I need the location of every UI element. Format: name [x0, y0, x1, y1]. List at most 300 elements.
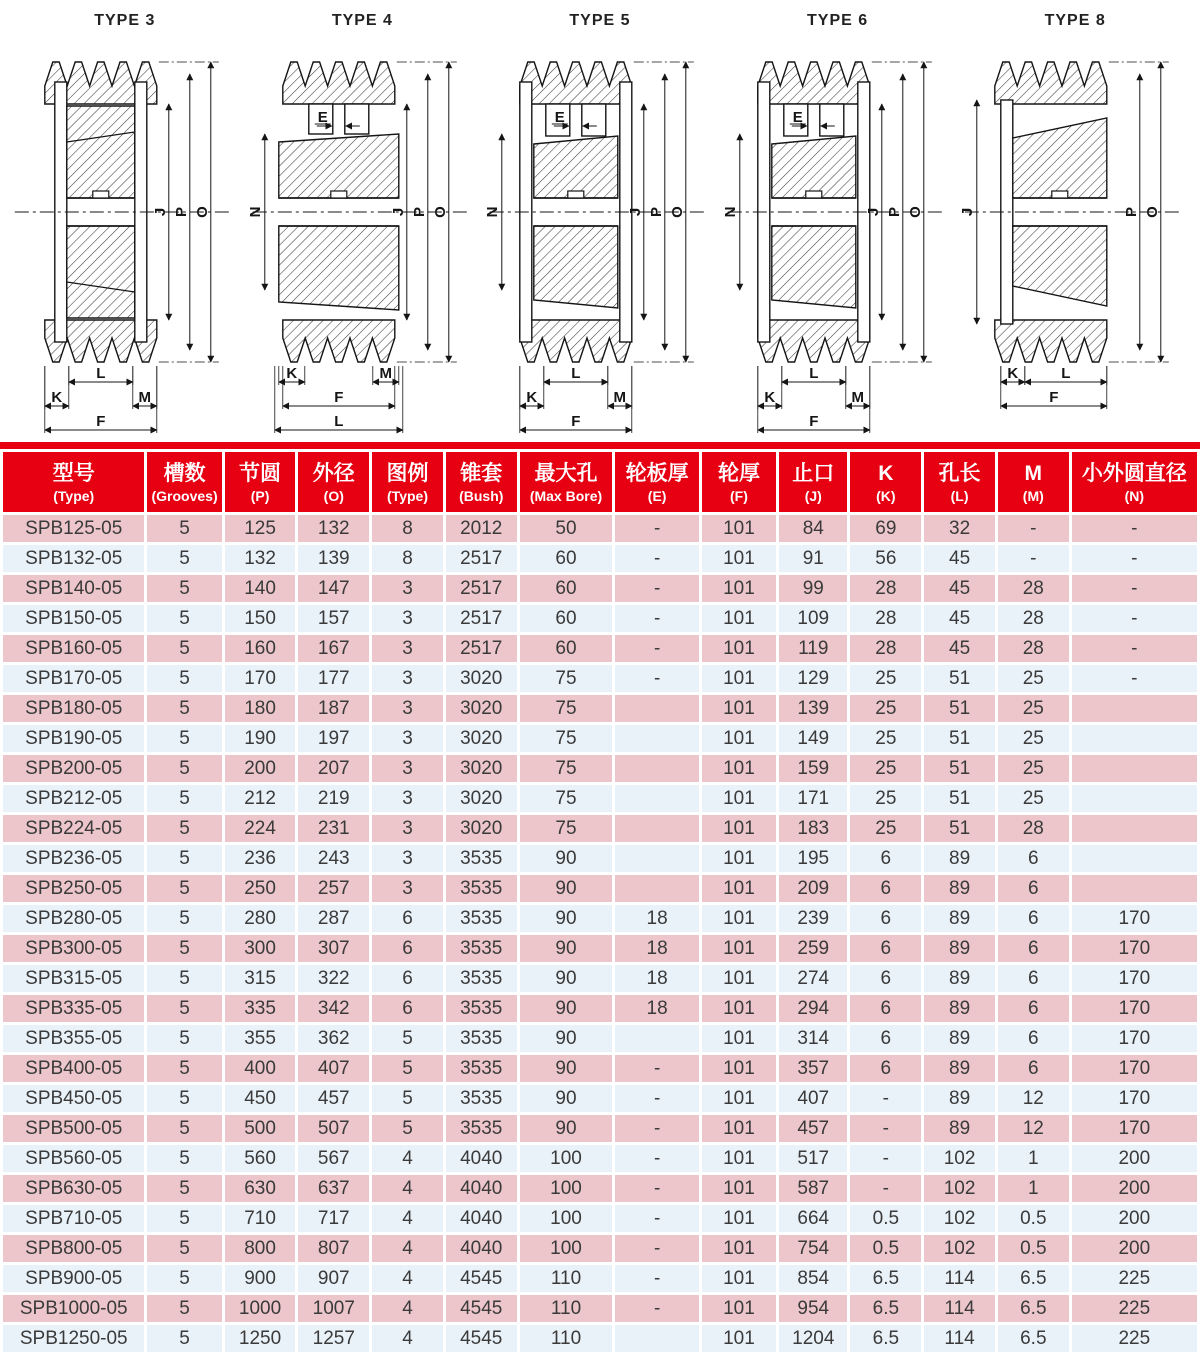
- table-row: [3, 635, 1197, 662]
- table-cell: 177: [298, 665, 369, 692]
- table-cell: 75: [520, 815, 613, 842]
- table-cell: [1072, 815, 1197, 842]
- table-cell: 3535: [446, 1115, 517, 1142]
- table-cell: -: [1072, 665, 1197, 692]
- table-cell: 6: [998, 995, 1069, 1022]
- table-cell: 500: [225, 1115, 296, 1142]
- svg-text:F: F: [96, 413, 106, 430]
- table-cell: 1007: [298, 1295, 369, 1322]
- table-cell: 159: [779, 755, 847, 782]
- table-cell: 119: [779, 635, 847, 662]
- table-cell: 5: [147, 1145, 221, 1172]
- diagram-title: TYPE 5: [569, 12, 631, 29]
- table-cell: SPB280-05: [3, 905, 144, 932]
- svg-text:J: J: [626, 207, 644, 217]
- column-header-cn: 型号: [52, 462, 95, 485]
- column-header-cn: 止口: [792, 462, 835, 485]
- table-cell: 90: [520, 1055, 613, 1082]
- table-cell: 5: [147, 815, 221, 842]
- table-row: [3, 545, 1197, 572]
- table-cell: 342: [298, 995, 369, 1022]
- table-cell: 5: [147, 995, 221, 1022]
- table-cell: 101: [702, 815, 776, 842]
- table-cell: 0.5: [998, 1205, 1069, 1232]
- table-cell: 243: [298, 845, 369, 872]
- table-cell: 3: [372, 665, 443, 692]
- column-header-en: (N): [1124, 488, 1145, 504]
- table-cell: SPB140-05: [3, 575, 144, 602]
- table-cell: 6: [998, 1055, 1069, 1082]
- svg-text:P: P: [647, 206, 665, 218]
- column-header-en: (F): [730, 488, 748, 504]
- table-cell: 5: [147, 725, 221, 752]
- table-cell: 5: [147, 1025, 221, 1052]
- table-row: [3, 1115, 1197, 1142]
- column-header-en: (P): [250, 488, 270, 504]
- table-cell: 3: [372, 845, 443, 872]
- column-header: [446, 452, 517, 512]
- table-cell: 4: [372, 1205, 443, 1232]
- column-header-en: (Type): [53, 488, 95, 504]
- table-row: [3, 935, 1197, 962]
- table-cell: 51: [924, 755, 995, 782]
- table-cell: 101: [702, 605, 776, 632]
- table-cell: 89: [924, 995, 995, 1022]
- table-cell: 84: [779, 515, 847, 542]
- table-cell: 89: [924, 1055, 995, 1082]
- column-header-cn: 图例: [386, 462, 429, 485]
- table-cell: -: [615, 1265, 698, 1292]
- table-cell: -: [1072, 635, 1197, 662]
- svg-text:L: L: [96, 365, 106, 382]
- table-row: [3, 1145, 1197, 1172]
- table-cell: 335: [225, 995, 296, 1022]
- table-cell: 75: [520, 755, 613, 782]
- column-header-en: (Type): [387, 488, 428, 504]
- svg-text:N: N: [246, 206, 264, 218]
- table-cell: 3: [372, 635, 443, 662]
- table-cell: 259: [779, 935, 847, 962]
- table-cell: 5: [147, 905, 221, 932]
- pulley-drawing: [244, 30, 482, 442]
- table-cell: 51: [924, 815, 995, 842]
- table-cell: 2517: [446, 605, 517, 632]
- table-cell: 5: [147, 695, 221, 722]
- table-cell: -: [850, 1115, 921, 1142]
- svg-text:K: K: [764, 389, 775, 406]
- table-cell: 60: [520, 635, 613, 662]
- table-cell: 101: [702, 785, 776, 812]
- table-cell: SPB224-05: [3, 815, 144, 842]
- table-cell: 18: [615, 995, 698, 1022]
- table-cell: 6: [372, 995, 443, 1022]
- column-header: [998, 452, 1069, 512]
- table-cell: 6.5: [850, 1295, 921, 1322]
- table-cell: 1000: [225, 1295, 296, 1322]
- table-cell: 101: [702, 845, 776, 872]
- table-row: [3, 755, 1197, 782]
- table-row: [3, 515, 1197, 542]
- table-cell: -: [850, 1145, 921, 1172]
- table-cell: 5: [372, 1115, 443, 1142]
- table-cell: 75: [520, 695, 613, 722]
- table-cell: 101: [702, 1205, 776, 1232]
- table-cell: SPB190-05: [3, 725, 144, 752]
- table-cell: 6: [850, 905, 921, 932]
- table-cell: 125: [225, 515, 296, 542]
- table-row: [3, 905, 1197, 932]
- table-cell: 90: [520, 905, 613, 932]
- column-header: [850, 452, 921, 512]
- table-cell: 4545: [446, 1265, 517, 1292]
- table-cell: 51: [924, 785, 995, 812]
- table-cell: 28: [850, 605, 921, 632]
- table-cell: 170: [1072, 1115, 1197, 1142]
- table-cell: 3020: [446, 725, 517, 752]
- diagram-title: TYPE 4: [331, 12, 393, 29]
- table-cell: 101: [702, 995, 776, 1022]
- table-cell: 170: [1072, 995, 1197, 1022]
- table-cell: -: [998, 515, 1069, 542]
- table-cell: 5: [147, 1325, 221, 1352]
- table-cell: 294: [779, 995, 847, 1022]
- table-cell: [1072, 755, 1197, 782]
- svg-text:P: P: [1123, 206, 1141, 218]
- svg-text:M: M: [613, 389, 627, 406]
- table-cell: 60: [520, 575, 613, 602]
- table-cell: 3: [372, 815, 443, 842]
- table-cell: -: [1072, 545, 1197, 572]
- table-cell: 25: [998, 755, 1069, 782]
- column-header: [924, 452, 995, 512]
- table-cell: 51: [924, 695, 995, 722]
- svg-text:F: F: [571, 413, 581, 430]
- table-cell: 109: [779, 605, 847, 632]
- table-cell: 322: [298, 965, 369, 992]
- table-cell: 102: [924, 1235, 995, 1262]
- table-row: [3, 1235, 1197, 1262]
- table-cell: 132: [298, 515, 369, 542]
- table-cell: 6: [850, 1055, 921, 1082]
- diagram-type-8: [956, 6, 1194, 442]
- table-cell: 12: [998, 1115, 1069, 1142]
- column-header: [225, 452, 296, 512]
- table-cell: 3: [372, 725, 443, 752]
- table-cell: 314: [779, 1025, 847, 1052]
- svg-text:O: O: [906, 206, 924, 218]
- column-header-en: (Grooves): [151, 488, 218, 504]
- table-cell: 6: [372, 935, 443, 962]
- table-cell: 114: [924, 1265, 995, 1292]
- table-cell: [615, 1325, 698, 1352]
- table-cell: 101: [702, 665, 776, 692]
- table-cell: 56: [850, 545, 921, 572]
- table-cell: 25: [998, 665, 1069, 692]
- table-cell: 110: [520, 1265, 613, 1292]
- table-cell: 25: [850, 755, 921, 782]
- table-cell: 5: [147, 845, 221, 872]
- table-cell: 200: [225, 755, 296, 782]
- table-cell: 28: [850, 575, 921, 602]
- table-cell: 167: [298, 635, 369, 662]
- column-header-en: (E): [647, 488, 667, 504]
- table-cell: SPB315-05: [3, 965, 144, 992]
- table-cell: 300: [225, 935, 296, 962]
- table-cell: -: [850, 1175, 921, 1202]
- table-cell: 101: [702, 1325, 776, 1352]
- table-cell: 25: [998, 695, 1069, 722]
- table-cell: 5: [147, 515, 221, 542]
- table-cell: -: [615, 665, 698, 692]
- table-cell: -: [615, 1115, 698, 1142]
- table-cell: 102: [924, 1175, 995, 1202]
- column-header: [372, 452, 443, 512]
- table-cell: 225: [1072, 1325, 1197, 1352]
- table-cell: 3: [372, 875, 443, 902]
- table-cell: 6.5: [850, 1325, 921, 1352]
- table-cell: 89: [924, 965, 995, 992]
- table-cell: 5: [147, 875, 221, 902]
- table-cell: 114: [924, 1325, 995, 1352]
- svg-text:F: F: [1049, 389, 1059, 406]
- table-cell: 6.5: [998, 1325, 1069, 1352]
- table-cell: 717: [298, 1205, 369, 1232]
- table-cell: 257: [298, 875, 369, 902]
- svg-text:N: N: [483, 206, 501, 218]
- column-header: [779, 452, 847, 512]
- table-cell: 4: [372, 1175, 443, 1202]
- table-cell: 6: [850, 845, 921, 872]
- table-cell: 4: [372, 1145, 443, 1172]
- table-row: [3, 845, 1197, 872]
- table-cell: 4040: [446, 1175, 517, 1202]
- table-cell: 170: [1072, 1085, 1197, 1112]
- table-cell: 4: [372, 1325, 443, 1352]
- table-cell: 6.5: [850, 1265, 921, 1292]
- table-cell: 170: [1072, 965, 1197, 992]
- table-cell: 5: [147, 755, 221, 782]
- svg-text:O: O: [668, 206, 686, 218]
- table-cell: 3020: [446, 815, 517, 842]
- table-cell: 250: [225, 875, 296, 902]
- table-cell: 12: [998, 1085, 1069, 1112]
- table-cell: 4: [372, 1235, 443, 1262]
- table-cell: 3535: [446, 905, 517, 932]
- table-cell: 101: [702, 695, 776, 722]
- table-cell: 90: [520, 965, 613, 992]
- table-row: [3, 665, 1197, 692]
- table-cell: 101: [702, 755, 776, 782]
- table-cell: 6: [998, 905, 1069, 932]
- table-cell: 6: [998, 845, 1069, 872]
- table-cell: -: [615, 1175, 698, 1202]
- table-cell: 32: [924, 515, 995, 542]
- table-cell: -: [615, 635, 698, 662]
- table-cell: 89: [924, 1085, 995, 1112]
- table-cell: 101: [702, 1085, 776, 1112]
- table-cell: 129: [779, 665, 847, 692]
- diagram-type-3: [6, 6, 244, 442]
- table-cell: 5: [147, 1235, 221, 1262]
- table-cell: 18: [615, 905, 698, 932]
- table-cell: SPB236-05: [3, 845, 144, 872]
- spec-table-section: [0, 442, 1200, 1355]
- table-cell: 3: [372, 755, 443, 782]
- table-cell: SPB170-05: [3, 665, 144, 692]
- svg-text:L: L: [571, 365, 581, 382]
- table-cell: SPB300-05: [3, 935, 144, 962]
- table-cell: 25: [850, 665, 921, 692]
- svg-text:E: E: [554, 109, 565, 126]
- svg-text:K: K: [285, 365, 297, 382]
- table-cell: 187: [298, 695, 369, 722]
- table-cell: SPB450-05: [3, 1085, 144, 1112]
- column-header-en: (Max Bore): [529, 488, 603, 504]
- table-cell: 91: [779, 545, 847, 572]
- table-cell: 1204: [779, 1325, 847, 1352]
- table-cell: 4: [372, 1265, 443, 1292]
- table-cell: 28: [998, 575, 1069, 602]
- table-cell: 3535: [446, 1055, 517, 1082]
- table-cell: 6: [998, 965, 1069, 992]
- table-cell: 139: [779, 695, 847, 722]
- table-cell: 75: [520, 785, 613, 812]
- table-cell: 362: [298, 1025, 369, 1052]
- table-cell: 637: [298, 1175, 369, 1202]
- table-cell: SPB710-05: [3, 1205, 144, 1232]
- table-cell: 407: [779, 1085, 847, 1112]
- column-header-en: (Bush): [459, 488, 504, 504]
- table-cell: 236: [225, 845, 296, 872]
- table-cell: 6: [850, 875, 921, 902]
- table-cell: 45: [924, 635, 995, 662]
- table-cell: SPB335-05: [3, 995, 144, 1022]
- table-cell: 200: [1072, 1145, 1197, 1172]
- table-cell: -: [1072, 575, 1197, 602]
- table-cell: -: [615, 545, 698, 572]
- table-cell: [615, 815, 698, 842]
- table-cell: 0.5: [998, 1235, 1069, 1262]
- table-cell: 25: [850, 785, 921, 812]
- table-cell: 69: [850, 515, 921, 542]
- spec-table: [0, 449, 1200, 1355]
- table-cell: 517: [779, 1145, 847, 1172]
- table-cell: 183: [779, 815, 847, 842]
- table-cell: SPB132-05: [3, 545, 144, 572]
- table-cell: 6: [998, 1025, 1069, 1052]
- table-cell: 6: [998, 935, 1069, 962]
- svg-text:K: K: [1007, 365, 1019, 382]
- table-cell: 3535: [446, 1025, 517, 1052]
- table-cell: 3: [372, 575, 443, 602]
- table-cell: 8: [372, 515, 443, 542]
- table-cell: 4: [372, 1295, 443, 1322]
- table-cell: SPB500-05: [3, 1115, 144, 1142]
- table-cell: SPB400-05: [3, 1055, 144, 1082]
- table-cell: -: [615, 575, 698, 602]
- table-cell: 45: [924, 605, 995, 632]
- table-cell: 5: [147, 1055, 221, 1082]
- table-cell: 200: [1072, 1205, 1197, 1232]
- table-cell: 315: [225, 965, 296, 992]
- table-cell: [615, 725, 698, 752]
- table-row: [3, 815, 1197, 842]
- table-cell: 75: [520, 725, 613, 752]
- table-cell: [615, 695, 698, 722]
- table-cell: 8: [372, 545, 443, 572]
- table-cell: 60: [520, 545, 613, 572]
- table-cell: 100: [520, 1205, 613, 1232]
- table-cell: 287: [298, 905, 369, 932]
- svg-text:E: E: [317, 109, 328, 126]
- column-header-cn: M: [1024, 462, 1043, 485]
- table-row: [3, 1295, 1197, 1322]
- table-cell: 0.5: [850, 1205, 921, 1232]
- table-cell: 90: [520, 1025, 613, 1052]
- table-cell: 3020: [446, 695, 517, 722]
- table-cell: 51: [924, 725, 995, 752]
- table-cell: 457: [298, 1085, 369, 1112]
- column-header-en: (M): [1022, 488, 1044, 504]
- column-header-en: (K): [876, 488, 896, 504]
- table-cell: 50: [520, 515, 613, 542]
- table-cell: 357: [779, 1055, 847, 1082]
- table-cell: 100: [520, 1175, 613, 1202]
- table-cell: 5: [147, 1085, 221, 1112]
- table-cell: 854: [779, 1265, 847, 1292]
- table-cell: 664: [779, 1205, 847, 1232]
- table-cell: SPB1000-05: [3, 1295, 144, 1322]
- svg-text:J: J: [389, 207, 407, 217]
- table-cell: 101: [702, 1145, 776, 1172]
- svg-text:P: P: [885, 206, 903, 218]
- column-header: [702, 452, 776, 512]
- table-cell: 170: [1072, 935, 1197, 962]
- table-cell: 45: [924, 575, 995, 602]
- table-cell: [615, 755, 698, 782]
- table-cell: [615, 1025, 698, 1052]
- table-cell: 4040: [446, 1145, 517, 1172]
- table-cell: 101: [702, 725, 776, 752]
- table-cell: 160: [225, 635, 296, 662]
- table-cell: 101: [702, 935, 776, 962]
- table-cell: 225: [1072, 1265, 1197, 1292]
- table-cell: 754: [779, 1235, 847, 1262]
- table-row: [3, 575, 1197, 602]
- column-header-cn: 节圆: [239, 462, 282, 485]
- table-row: [3, 1265, 1197, 1292]
- column-header-en: (O): [323, 488, 344, 504]
- table-cell: 5: [147, 965, 221, 992]
- table-cell: 139: [298, 545, 369, 572]
- table-row: [3, 695, 1197, 722]
- column-header-cn: 轮厚: [717, 462, 760, 485]
- table-cell: 3: [372, 605, 443, 632]
- table-cell: 6: [998, 875, 1069, 902]
- svg-text:O: O: [431, 206, 449, 218]
- pulley-drawing: [481, 30, 719, 442]
- table-cell: 1257: [298, 1325, 369, 1352]
- table-cell: 0.5: [850, 1235, 921, 1262]
- table-cell: 18: [615, 965, 698, 992]
- svg-text:K: K: [51, 389, 63, 406]
- table-cell: -: [615, 1235, 698, 1262]
- table-cell: 5: [147, 935, 221, 962]
- table-row: [3, 1085, 1197, 1112]
- table-cell: 907: [298, 1265, 369, 1292]
- table-cell: 89: [924, 935, 995, 962]
- svg-text:M: M: [851, 389, 864, 406]
